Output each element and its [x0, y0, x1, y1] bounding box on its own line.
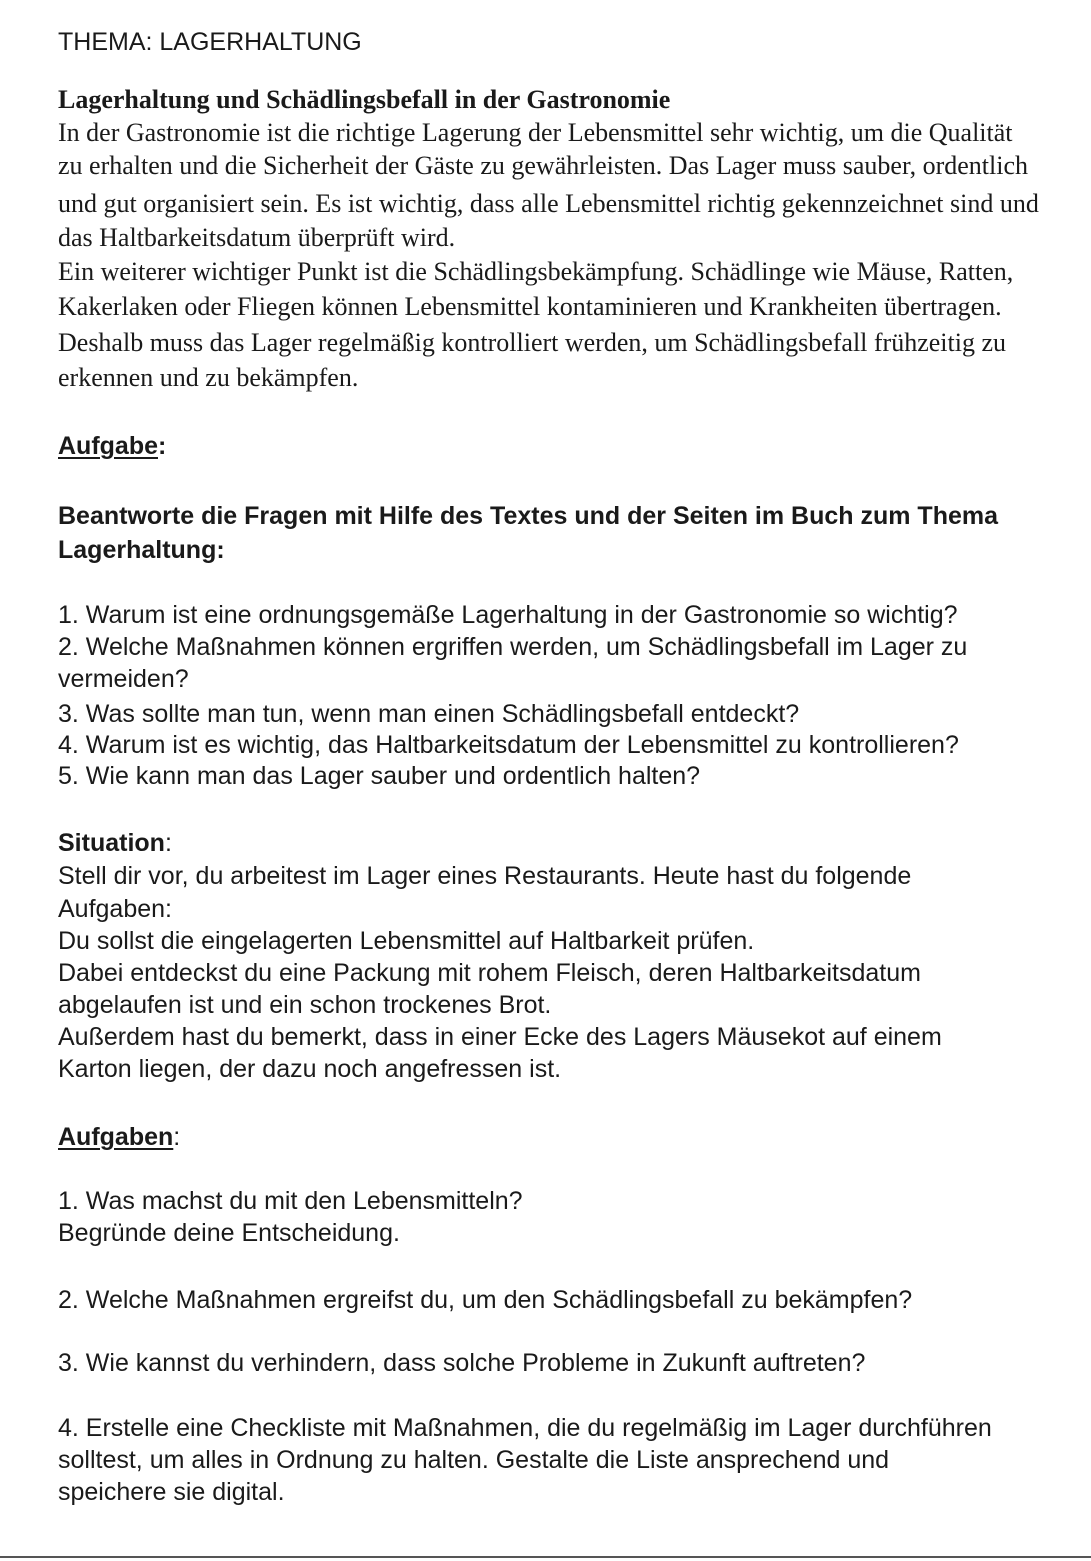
question-item: vermeiden?	[58, 665, 189, 693]
bottom-divider	[0, 1556, 1091, 1558]
situation-line: abgelaufen ist und ein schon trockenes Brot.	[58, 991, 552, 1019]
article-line: Kakerlaken oder Fliegen können Lebensmittel kontaminieren und Krankheiten übertragen.	[58, 292, 1002, 321]
article-line: und gut organisiert sein. Es ist wichtig, dass alle Lebensmittel richtig gekennzeichnet sind und	[58, 189, 1039, 218]
question-item: 1. Warum ist eine ordnungsgemäße Lagerhaltung in der Gastronomie so wichtig?	[58, 601, 958, 629]
article-line: das Haltbarkeitsdatum überprüft wird.	[58, 223, 456, 252]
task-heading-text: Aufgabe	[58, 432, 158, 460]
tasks-heading-text: Aufgaben	[58, 1123, 174, 1151]
article-line: zu erhalten und die Sicherheit der Gäste zu gewährleisten. Das Lager muss sauber, ordentlich	[58, 151, 1028, 180]
article-title: Lagerhaltung und Schädlingsbefall in der Gastronomie	[58, 85, 671, 114]
task-question: speichere sie digital.	[58, 1478, 285, 1506]
situation-line: Karton liegen, der dazu noch angefressen ist.	[58, 1055, 562, 1083]
question-item: 2. Welche Maßnahmen können ergriffen werden, um Schädlingsbefall im Lager zu	[58, 633, 968, 661]
question-item: 4. Warum ist es wichtig, das Haltbarkeitsdatum der Lebensmittel zu kontrollieren?	[58, 731, 959, 759]
task-question: 1. Was machst du mit den Lebensmitteln?	[58, 1187, 523, 1215]
task-instruction: Beantworte die Fragen mit Hilfe des Textes und der Seiten im Buch zum Thema	[58, 502, 999, 530]
theme-heading: THEMA: LAGERHALTUNG	[58, 28, 362, 56]
task-question: 4. Erstelle eine Checkliste mit Maßnahmen, die du regelmäßig im Lager durchführen	[58, 1414, 992, 1442]
task-instruction: Lagerhaltung:	[58, 536, 225, 564]
situation-line: Stell dir vor, du arbeitest im Lager eines Restaurants. Heute hast du folgende	[58, 862, 912, 890]
article-line: Ein weiterer wichtiger Punkt ist die Schädlingsbekämpfung. Schädlinge wie Mäuse, Ratten,	[58, 257, 1014, 286]
question-item: 5. Wie kann man das Lager sauber und ordentlich halten?	[58, 762, 701, 790]
situation-line: Außerdem hast du bemerkt, dass in einer Ecke des Lagers Mäusekot auf einem	[58, 1023, 942, 1051]
article-line: Deshalb muss das Lager regelmäßig kontrolliert werden, um Schädlingsbefall frühzeitig zu	[58, 328, 1006, 357]
task-question: solltest, um alles in Ordnung zu halten. Gestalte die Liste ansprechend und	[58, 1446, 890, 1474]
article-line: erkennen und zu bekämpfen.	[58, 363, 359, 392]
question-item: 3. Was sollte man tun, wenn man einen Schädlingsbefall entdeckt?	[58, 700, 800, 728]
situation-heading: Situation:	[58, 829, 172, 857]
situation-heading-text: Situation	[58, 829, 165, 857]
situation-line: Aufgaben:	[58, 895, 172, 923]
task-question: 2. Welche Maßnahmen ergreifst du, um den Schädlingsbefall zu bekämpfen?	[58, 1286, 913, 1314]
situation-line: Dabei entdeckst du eine Packung mit rohem Fleisch, deren Haltbarkeitsdatum	[58, 959, 921, 987]
tasks-heading: Aufgaben:	[58, 1123, 181, 1151]
situation-line: Du sollst die eingelagerten Lebensmittel auf Haltbarkeit prüfen.	[58, 927, 755, 955]
task-question: 3. Wie kannst du verhindern, dass solche Probleme in Zukunft auftreten?	[58, 1349, 866, 1377]
article-line: In der Gastronomie ist die richtige Lagerung der Lebensmittel sehr wichtig, um die Qualität	[58, 118, 1013, 147]
task-question: Begründe deine Entscheidung.	[58, 1219, 400, 1247]
task-heading: Aufgabe:	[58, 432, 167, 460]
